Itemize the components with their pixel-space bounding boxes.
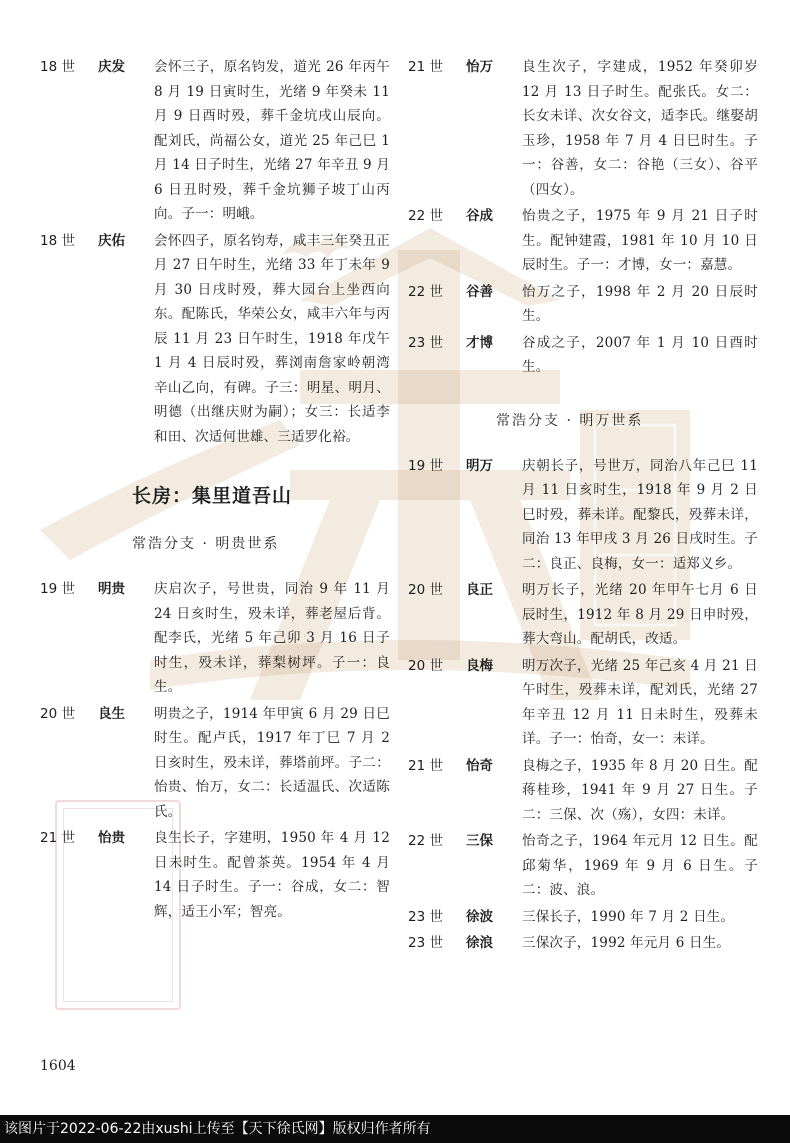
genealogy-entry xyxy=(40,826,390,924)
genealogy-entry xyxy=(408,931,758,956)
genealogy-entry xyxy=(408,578,758,652)
entry-text: 良生次子，字建成，1952 年癸卯岁 12 月 13 日子时生。配张氏。女二：长女未详、次女谷文，适李氏。继娶胡玉珍，1958 年 7 月 4 日巳时生。子一：谷善，女二：谷艳（三女）、谷平（四女）。 xyxy=(522,59,758,198)
branch-sub-title: 常浩分支 · 明贵世系 xyxy=(132,536,280,552)
entry-text: 良梅之子，1935 年 8 月 20 日生。配蒋桂珍，1941 年 9 月 27 日生。子二：三保、次（殇），女四：未详。 xyxy=(522,757,758,823)
genealogy-entry xyxy=(408,454,758,577)
generation-label: 23 世 xyxy=(408,334,443,351)
branch-sub-title: 常浩分支 · 明万世系 xyxy=(496,412,644,429)
right-column xyxy=(408,55,758,958)
generation-label: 21 世 xyxy=(408,757,443,774)
genealogy-entry xyxy=(408,754,758,828)
entry-text: 怡万之子，1998 年 2 月 20 日辰时生。 xyxy=(522,283,758,324)
person-name: 明贵 xyxy=(98,581,125,597)
entry-text: 怡贵之子，1975 年 9 月 21 日子时生。配钟建霞，1981 年 10 月 10 日辰时生。子一：才博，女一：嘉慧。 xyxy=(522,208,758,273)
person-name: 良正 xyxy=(466,582,493,598)
upload-copyright-footer: 该图片于2022-06-22由xushi上传至【天下徐氏网】版权归作者所有 xyxy=(0,1115,790,1143)
entry-text: 明贵之子，1914 年甲寅 6 月 29 日巳时生。配卢氏，1917 年丁巳 7 月 2 日亥时生，殁未详，葬塔前坪。子二：怡贵、怡万，女二：长适温氏、次适陈氏。 xyxy=(154,705,390,820)
entry-text: 三保次子，1992 年元月 6 日生。 xyxy=(522,935,731,951)
generation-label: 19 世 xyxy=(408,457,443,474)
page-number: 1604 xyxy=(40,1058,76,1074)
genealogy-entry xyxy=(408,55,758,202)
generation-label: 18 世 xyxy=(40,59,75,75)
person-name: 庆发 xyxy=(98,59,125,75)
entry-text: 庆启次子，号世贵，同治 9 年 11 月 24 日亥时生，殁未详，葬老屋后背。配李氏，光绪 5 年己卯 3 月 16 日子时生，殁未详，葬梨树坪。子一：良生。 xyxy=(154,581,390,695)
person-name: 明万 xyxy=(466,457,493,474)
right-entries-top xyxy=(408,55,758,380)
person-name: 三保 xyxy=(466,833,493,849)
entry-text: 明万次子，光绪 25 年己亥 4 月 21 日午时生，殁葬未详，配刘氏，光绪 27 年辛丑 12 月 11 日未时生，殁葬未详。子一：怡奇，女一：未详。 xyxy=(522,657,758,747)
generation-label: 22 世 xyxy=(408,208,443,224)
left-entries-top xyxy=(40,55,390,449)
generation-label: 20 世 xyxy=(408,657,443,674)
person-name: 怡贵 xyxy=(98,830,125,846)
generation-label: 23 世 xyxy=(408,935,443,951)
person-name: 良生 xyxy=(98,705,125,722)
right-entries-bottom xyxy=(408,454,758,956)
genealogy-entry xyxy=(40,702,390,825)
person-name: 怡万 xyxy=(466,59,493,75)
generation-label: 20 世 xyxy=(40,705,75,722)
entry-text: 会怀三子，原名钧发，道光 26 年丙午 8 月 19 日寅时生，光绪 9 年癸未 11 月 9 日酉时殁，葬千金坑戌山辰向。配刘氏，尚福公女，道光 25 年己巳 1 月 14 日子时生，光绪 27 年辛丑 9 月 6 日丑时殁，葬千金坑狮子坡丁山丙向。子一：明峨。 xyxy=(154,59,390,222)
generation-label: 22 世 xyxy=(408,833,443,849)
genealogy-entry xyxy=(40,577,390,700)
generation-label: 21 世 xyxy=(40,830,75,846)
person-name: 才博 xyxy=(466,334,493,351)
person-name: 徐浪 xyxy=(466,935,493,951)
genealogy-entry xyxy=(408,331,758,380)
section-title: 长房：集里道吾山 xyxy=(132,485,293,507)
entry-text: 明万长子，光绪 20 年甲午七月 6 日辰时生，1912 年 8 月 29 日申时殁，葬大弯山。配胡氏，改适。 xyxy=(522,582,758,647)
generation-label: 18 世 xyxy=(40,232,75,249)
person-name: 庆佑 xyxy=(98,232,125,249)
genealogy-entry xyxy=(40,229,390,450)
genealogy-entry xyxy=(408,280,758,329)
generation-label: 22 世 xyxy=(408,283,443,300)
generation-label: 21 世 xyxy=(408,59,443,75)
generation-label: 19 世 xyxy=(40,581,75,597)
person-name: 徐波 xyxy=(466,908,493,925)
person-name: 怡奇 xyxy=(466,757,493,774)
genealogy-entry xyxy=(408,905,758,930)
left-column xyxy=(40,55,390,926)
genealogy-entry xyxy=(408,829,758,903)
genealogy-entry xyxy=(40,55,390,227)
entry-text: 庆朝长子，号世万，同治八年己巳 11 月 11 日亥时生，1918 年 9 月 2 日巳时殁，葬未详。配黎氏，殁葬未详，同治 13 年甲戌 3 月 26 日戌时生。子二：良正、良梅，女一：适郑义乡。 xyxy=(522,457,758,572)
person-name: 谷成 xyxy=(466,208,493,224)
genealogy-entry xyxy=(408,204,758,278)
genealogy-entry xyxy=(408,654,758,752)
entry-text: 良生长子，字建明，1950 年 4 月 12 日未时生。配曾茶英。1954 年 4 月 14 日子时生。子一：谷成，女二：智辉，适王小军；智亮。 xyxy=(154,830,390,920)
generation-label: 23 世 xyxy=(408,908,443,925)
entry-text: 怡奇之子，1964 年元月 12 日生。配邱菊华，1969 年 9 月 6 日生。子二：波、浪。 xyxy=(522,833,758,898)
person-name: 良梅 xyxy=(466,657,493,674)
left-entries-bottom xyxy=(40,577,390,924)
person-name: 谷善 xyxy=(466,283,493,300)
entry-text: 会怀四子，原名钧寿，咸丰三年癸丑正月 27 日午时生，光绪 33 年丁未年 9 月 30 日戌时殁，葬大园台上坐西向东。配陈氏，华荣公女，咸丰六年与丙辰 11 月 23 日午时生，1918 年戊午 1 月 4 日辰时殁，葬浏南詹家岭朝湾辛山乙向，有碑。子三：明星、明月、明德（出继庆财为嗣）；女三：长适李和田、次适何世雄、三适罗化裕。 xyxy=(154,232,390,445)
generation-label: 20 世 xyxy=(408,582,443,598)
entry-text: 三保长子，1990 年 7 月 2 日生。 xyxy=(522,908,735,925)
entry-text: 谷成之子，2007 年 1 月 10 日酉时生。 xyxy=(522,334,758,375)
